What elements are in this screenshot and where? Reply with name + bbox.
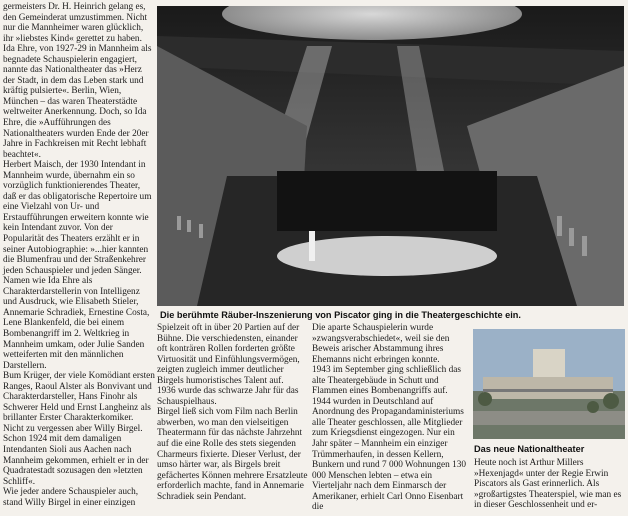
left-text-column <box>3 2 155 508</box>
left-column-text: germeisters Dr. H. Heinrich gelang es, den Gemeinderat umzustimmen. Nicht nur die Mannheimer waren glücklich, ihr »liebstes Kind« gerettet zu haben. Ida Ehre, von 1927-29 in Mannheim als begnadete Schauspielerin engagiert, nannte das Nationaltheater das »Herz der Stadt, in dem das Leben stark und kräftig pulsierte«. Berlin, Wien, München – das waren Theaterstädte weltweiter Anerkennung. Doch, so Ida Ehre, die »Aufführungen des Nationaltheaters wurden Ende der 20er Jahre in Fachkreisen mit Recht lebhaft beachtet«. Herbert Maisch, der 1930 Intendant in Mannheim wurde, übernahm ein so vorzüglich funktionierendes Theater, daß er das obligatorische Repertoire um eine Vielzahl von Ur- und Erstaufführungen erweitern konnte wie kein Intendant zuvor. Von der Popularität des Theaters erzählt er in seiner Autobiographie: »...hier kannten die Blumenfrau und der Straßenkehrer jeden Schauspieler und jeden Sänger. Namen wie Ida Ehre als Charakterdarstellerin von Intelligenz und Ausdruck, wie Elisabeth Stieler, Annemarie Schradiek, Ernestine Costa, Lene Blankenfeld, die bei einem Bombenangriff im 2. Weltkrieg in Mannheim umkam, oder Julie Sanden wetteiferten mit den männlichen Darstellern. Bum Krüger, der viele Komödiant ersten Ranges, Raoul Alster als Bonvivant und Charakterdarsteller, Hans Finohr als Schwerer Held und Ernst Langheinz als brillanter Erster Charakterkomiker. Nicht zu vergessen aber Willy Birgel. Schon 1924 mit dem damaligen Intendanten Sioli aus Aachen nach Mannheim gekommen, erhielt er in der Quadratestadt sozusagen den »letzten Schliff«. Wie jeder andere Schauspieler auch, stand Willy Birgel in einer einzigen <box>3 2 155 508</box>
right-text-column <box>474 458 626 511</box>
stage-photo-illustration <box>157 6 624 306</box>
small-photo-caption: Das neue Nationaltheater <box>474 444 585 454</box>
middle-text-column <box>157 323 310 502</box>
middle-text-column-2 <box>312 323 469 513</box>
middle-column-2-text: Die aparte Schauspielerin wurde »zwangsverabschiedet«, weil sie den Beweis arischer Abstammung ihres Ehemanns nicht erbringen konnte. 1943 im September ging schließlich das alte Theatergebäude in Schutt und Flammen eines Bombenangriffs auf. 1944 wurden in Deutschland auf Anordnung des Propagandaministeriums alle Theater geschlossen, alle Mitglieder zum Kriegsdienst eingezogen. Nur ein Jahr später – Mannheim ein einziger Trümmerhaufen, in dessen Kellern, Bunkern und rund 7 000 Wohnungen 130 000 Menschen lebten – etwa ein Vierteljahr nach dem Einmarsch der Amerikaner, erhielt Carl Onno Eisenbart die <box>312 323 467 513</box>
main-photo-caption: Die berühmte Räuber-Inszenierung von Piscator ging in die Theatergeschichte ein. <box>160 310 521 320</box>
new-theater-photo <box>473 329 625 439</box>
middle-column-text: Spielzeit oft in über 20 Partien auf der Bühne. Die verschiedensten, einander oft konträren Rollen forderten größte Virtuosität und Einfühlungsvermögen, zeigten zugleich immer deutlicher Birgels humoristisches Talent auf. 1936 wurde das schwarze Jahr für das Schauspielhaus. Birgel ließ sich vom Film nach Berlin abwerben, wo man den vielseitigen Theatermann für das nächste Jahrzehnt auf die eine Rolle des stets siegenden Charmeurs fixierte. Dieser Verlust, der umso härter war, als Birgels breit gefächertes Können mehrere Ersatzleute erforderlich machte, fand in Annemarie Schradiek sein Pendant. <box>157 323 308 502</box>
theater-stage-photo <box>157 6 624 306</box>
right-column-text: Heute noch ist Arthur Millers »Hexenjagd« unter der Regie Erwin Piscators als Gast erinnerlich. Als »großartigstes Theaterspiel, wie man es in dieser Geschlossenheit und er- <box>474 458 622 511</box>
new-theater-illustration <box>473 329 625 439</box>
